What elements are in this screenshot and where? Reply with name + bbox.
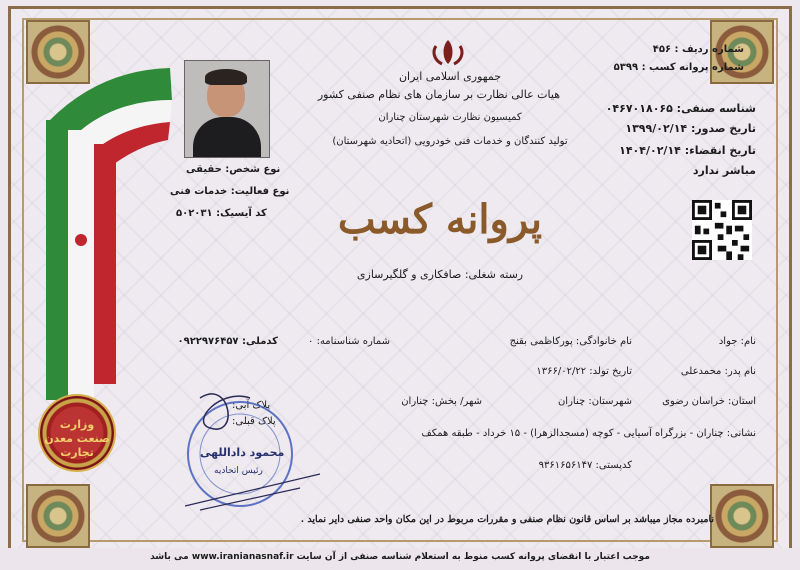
person-type: نوع شخص: حقیقی [186, 164, 281, 175]
board-title: هیات عالی نظارت بر سازمان های نظام صنفی کشور [317, 88, 560, 101]
activity-type: نوع فعالیت: خدمات فنی [170, 186, 290, 197]
signatory-role: رئیس اتحادیه [214, 466, 263, 476]
father-name: نام پدر: محمدعلی [680, 366, 756, 377]
footer-notice: موجب اعتبار با انقضای پروانه کسب منوط به استعلام شناسه صنفی از آن سایت www.iranianasnaf.ir می باشد [150, 552, 650, 562]
iran-emblem-icon [428, 38, 468, 66]
seal-text: وزارت صنعت معدن تجارت [44, 418, 110, 459]
expiry-date: تاریخ انقضاء: ۱۴۰۴/۰۲/۱۴ [619, 144, 756, 157]
profession-field: رسته شغلی: صافکاری و گلگیرسازی [356, 268, 524, 281]
signatory-name: محمود داداللهی [200, 446, 285, 459]
plate-old: پلاک قبلی: [232, 416, 276, 427]
holder-photo [184, 60, 270, 158]
commission-title: کمیسیون نظارت شهرستان چناران [378, 112, 522, 123]
republic-title: جمهوری اسلامی ایران [398, 70, 502, 83]
address: نشانی: چناران - بزرگراه آسیایی - کوچه (مسجدالزهرا) - ۱۵ خرداد - طبقه همکف [421, 428, 756, 439]
union-title: تولید کنندگان و خدمات فنی خودرویی (اتحادیه شهرستان) [332, 136, 568, 147]
issue-date: تاریخ صدور: ۱۳۹۹/۰۲/۱۴ [625, 122, 756, 135]
qr-code-icon [692, 200, 752, 260]
manager-status: مباشر ندارد [692, 164, 756, 177]
plate-new: پلاک آبی: [232, 400, 271, 411]
city: شهر/ بخش: چناران [401, 396, 482, 407]
postal-code: کدپستی: ۹۳۶۱۶۵۶۱۴۷ [538, 460, 632, 471]
document-title: پروانه کسب [337, 196, 543, 243]
iran-flag-ribbon-icon [40, 60, 180, 400]
license-number: شماره پروانه کسب : ۵۳۹۹ [613, 62, 744, 73]
birth-date: تاریخ تولد: ۱۳۶۶/۰۲/۲۲ [536, 366, 632, 377]
footer-bar [0, 548, 800, 570]
first-name: نام: جواد [718, 336, 756, 347]
legal-notice: نامبرده مجاز میباشد بر اساس قانون نظام صنفی و مقررات مربوط در این مکان واحد صنفی دایر نماید . [300, 514, 714, 525]
isic-code: کد آیسیک: ۵۰۲۰۳۱ [176, 208, 267, 219]
national-code: کدملی: ۰۹۲۲۹۷۶۴۵۷ [177, 336, 278, 347]
corner-ornament-bottom-left [26, 484, 90, 548]
business-id: شناسه صنفی: ۰۴۶۷۰۱۸۰۶۵ [605, 102, 756, 115]
province: استان: خراسان رضوی [662, 396, 756, 407]
row-number: شماره ردیف : ۴۵۶ [652, 44, 744, 55]
id-number: شماره شناسنامه: ۰ [308, 336, 390, 347]
last-name: نام خانوادگی: پورکاظمی بقنج [509, 336, 632, 347]
county: شهرستان: چناران [557, 396, 632, 407]
corner-ornament-bottom-right [710, 484, 774, 548]
